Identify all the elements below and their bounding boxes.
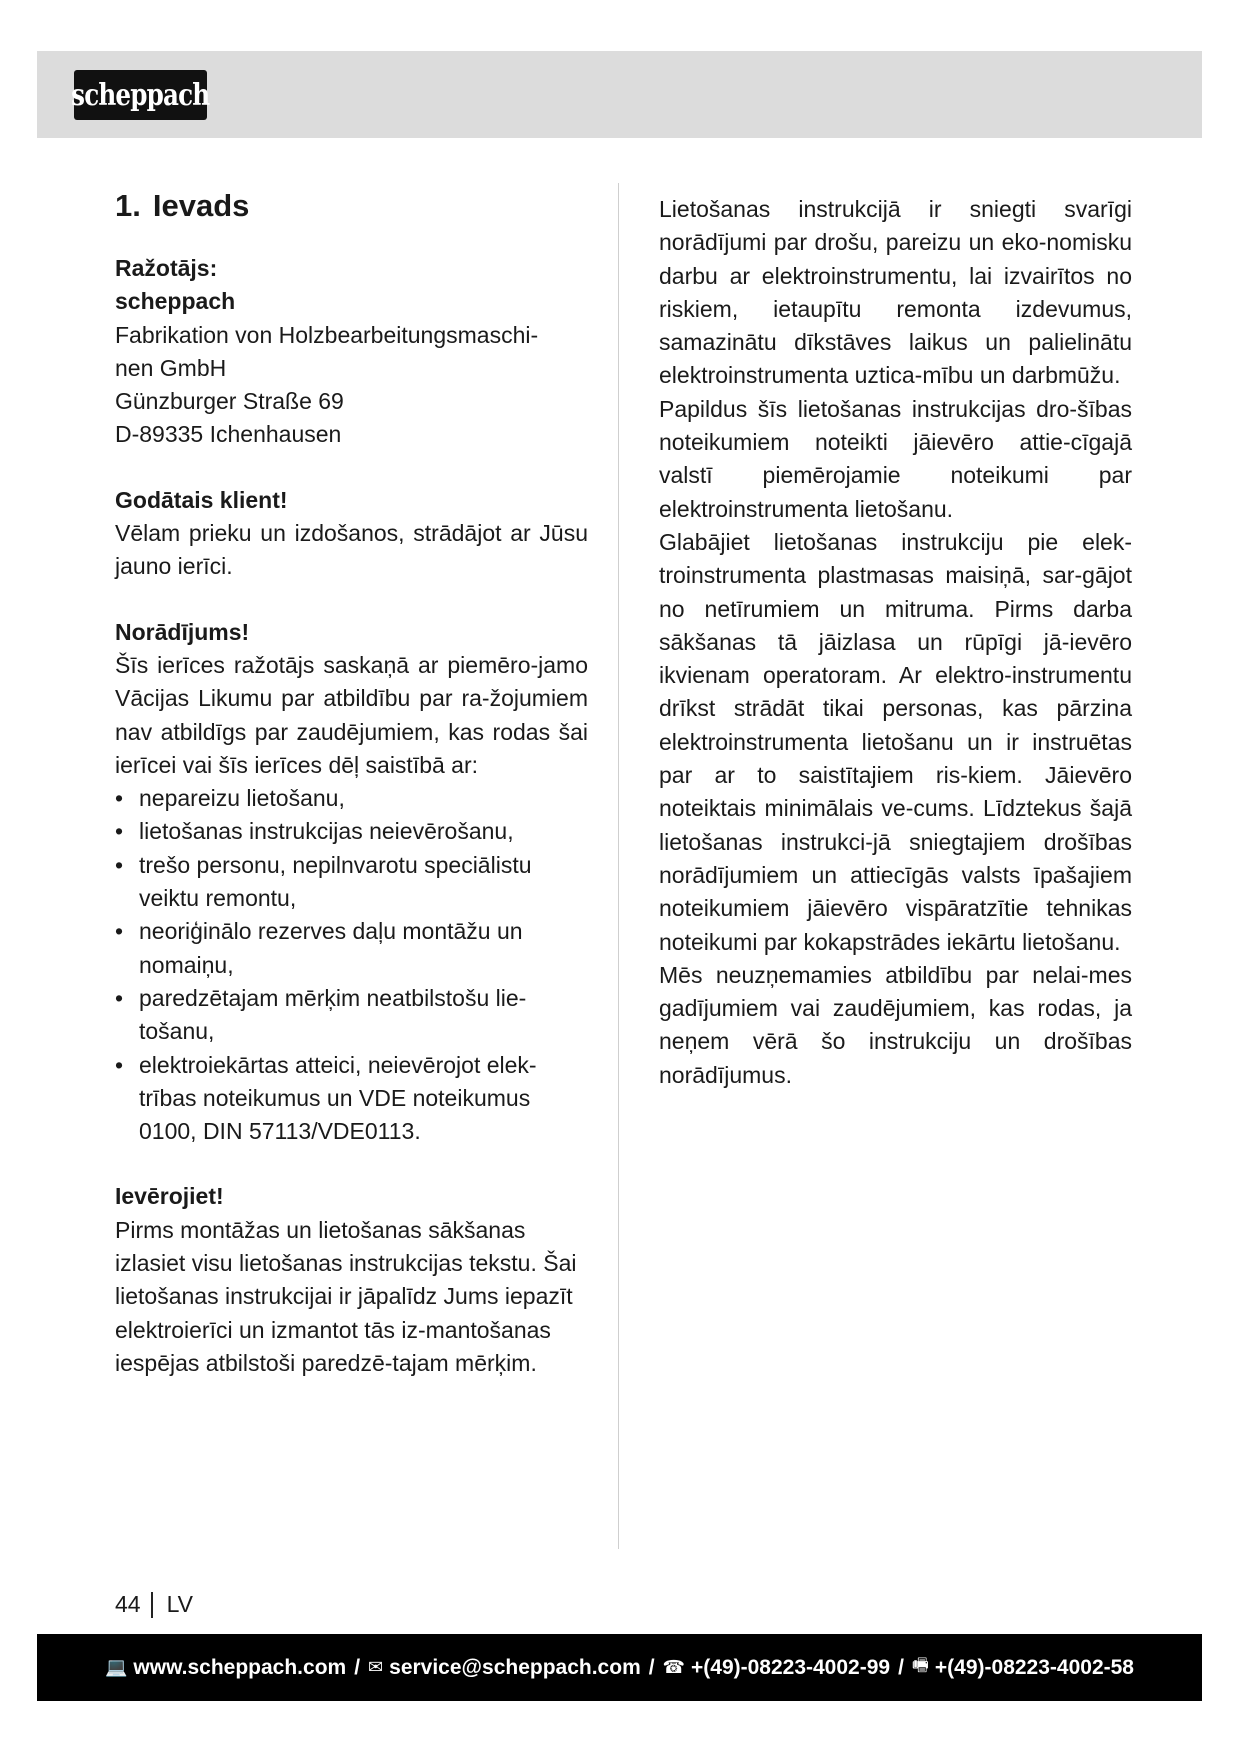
separator: / xyxy=(898,1655,904,1679)
address-line: nen GmbH xyxy=(115,354,227,381)
contact-footer-bar xyxy=(37,1634,1202,1701)
paragraph: Mēs neuzņemamies atbildību par nelai-mes gadījumiem vai zaudējumiem, kas rodas, ja neņem vērā šo instrukciju un drošības norādījumus. xyxy=(659,961,1132,1088)
separator: / xyxy=(648,1655,655,1679)
note-text: Šīs ierīces ražotājs saskaņā ar piemēro-jamo Vācijas Likumu par atbildību par ra-žojumiem nav atbildīgs par zaudējumiem, kas rodas šai ierīcei vai šīs ierīces dēļ saistībā ar: xyxy=(115,651,588,778)
manufacturer-label: Ražotājs: xyxy=(115,255,218,281)
greeting-text: Vēlam prieku un izdošanos, strādājot ar Jūsu jauno ierīci. xyxy=(115,520,588,580)
list-item: • neoriģinālo rezerves daļu montāžu un nomaiņu, xyxy=(115,915,588,982)
manufacturer-name: scheppach xyxy=(115,288,236,315)
website-link[interactable]: www.scheppach.com xyxy=(133,1655,347,1679)
paragraph: Papildus šīs lietošanas instrukcijas dro-šības noteikumiem noteikti jāievēro attie-cīgajā valstī piemērojamie noteikumi par elektroinstrumenta lietošanu. xyxy=(659,395,1132,522)
page-footer-label xyxy=(115,1588,193,1621)
section-title-text: Ievads xyxy=(152,188,250,223)
list-item: • lietošanas instrukcijas neievērošanu, xyxy=(115,815,588,848)
left-column xyxy=(115,186,588,1380)
mail-icon: ✉ xyxy=(368,1657,384,1678)
logo-text: scheppach xyxy=(71,77,210,113)
section-title xyxy=(115,186,588,226)
list-item: • paredzētajam mērķim neatbilstošu lie-tošanu, xyxy=(115,982,588,1049)
list-item: • nepareizu lietošanu, xyxy=(115,782,588,815)
separator: / xyxy=(354,1655,361,1679)
brand-logo xyxy=(71,70,210,120)
language-code: LV xyxy=(166,1591,194,1617)
observe-title: Ievērojiet! xyxy=(115,1183,224,1210)
right-column xyxy=(659,193,1132,1092)
page-separator xyxy=(151,1592,153,1618)
paragraph: Lietošanas instrukcijā ir sniegti svarīgi norādījumi par drošu, pareizu un eko-nomisku darbu ar elektroinstrumentu, lai izvairītos no riskiem, ietaupītu remonta izdevumus, samazinātu dīkstāves laikus un palielinātu elektroinstrumenta uztica-mību un darbmūžu. xyxy=(659,196,1132,389)
address-line: Günzburger Straße 69 xyxy=(115,388,344,415)
paragraph: Glabājiet lietošanas instrukciju pie elek-troinstrumenta plastmasas maisiņā, sar-gājot no netīrumiem un mitruma. Pirms darba sākšanas tā jāizlasa un rūpīgi jā-ievēro ikvienam operatoram. Ar elektro-instrumentu drīkst strādāt tikai personas, kas pārzina elektroinstrumenta lietošanu un ir instruētas par ar to saistītajiem ris-kiem. Jāievēro noteiktais minimālais ve-cums. Līdztekus šajā lietošanas instrukci-jā sniegtajiem drošības norādījumiem un attiecīgās valsts īpašajiem noteikumiem jāievēro vispāratzītie tehnikas noteikumi par kokapstrādes iekārtu lietošanu. xyxy=(659,528,1132,955)
observe-text: Pirms montāžas un lietošanas sākšanas izlasiet visu lietošanas instrukcijas tekstu. Šai lietošanas instrukcijai ir jāpalīdz Jums iepazīt elektroierīci un izmantot tās iz-mantošanas iespējas atbilstoši paredzē-tajam mērķim. xyxy=(115,1216,577,1376)
fax-icon: 🖷 xyxy=(911,1654,929,1676)
email-link[interactable]: service@scheppach.com xyxy=(389,1655,641,1679)
address-line: Fabrikation von Holzbearbeitungsmaschi- xyxy=(115,321,539,348)
note-title: Norādījums! xyxy=(115,618,250,645)
greeting-title: Godātais klient! xyxy=(115,486,288,513)
column-divider xyxy=(618,183,619,1549)
page-number: 44 xyxy=(115,1591,141,1617)
list-item: • trešo personu, nepilnvarotu speciālistu veiktu remontu, xyxy=(115,849,588,916)
fax-number: +(49)-08223-4002-58 xyxy=(934,1655,1134,1679)
computer-icon: 💻 xyxy=(105,1657,128,1678)
phone-icon: ☎ xyxy=(662,1657,686,1678)
list-item: • elektroiekārtas atteici, neievērojot elek-trības noteikumus un VDE noteikumus 0100, DIN 57113/VDE0113. xyxy=(115,1049,588,1149)
header-band xyxy=(37,51,1202,138)
note-list xyxy=(115,782,588,1148)
section-number: 1. xyxy=(115,188,141,223)
phone-number: +(49)-08223-4002-99 xyxy=(691,1655,891,1679)
address-line: D-89335 Ichenhausen xyxy=(115,421,342,448)
